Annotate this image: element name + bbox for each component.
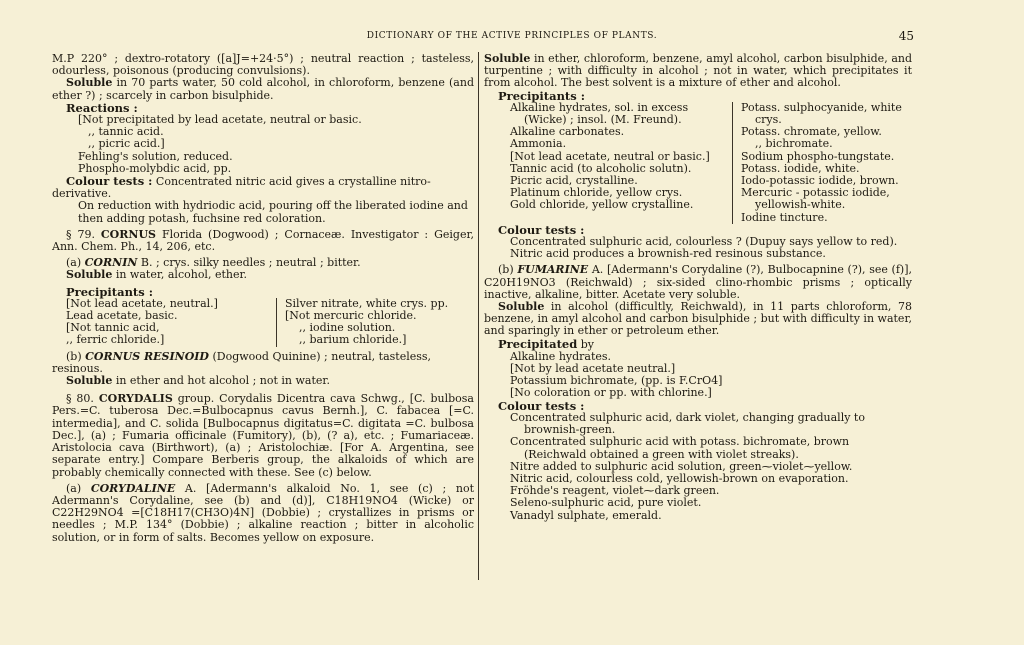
item-label: (a) <box>66 256 82 270</box>
soluble-keyword: Soluble <box>498 300 545 314</box>
mp-line: M.P 220° ; dextro-rotatory ([a]J=+24·5°) ; neutral reaction ; tasteless, odourless, poisonous (producing convulsions). <box>52 52 474 78</box>
corydaline-text: A. [Adermann's alkaloid No. 1, see (c) ; not Adermann's Corydaline, see (b) and (d)], C18H19NO4 (Wicke) or C22H29NO4 =[C18H17(CH3O)4N] (Dobbie) ; crystallizes in prisms or needles ; M.P. 134° (Dobbie) ; alkaline reaction ; bitter in alcoholic solution, or in form of salts. Becomes yellow on exposure. <box>52 481 474 544</box>
precipitant-item: ,, barium chloride.] <box>299 333 407 347</box>
precipitants-table <box>484 102 912 224</box>
precipitated-heading: Precipitated <box>498 336 578 351</box>
precipitants-table <box>52 298 474 347</box>
precipitant-item: ,, ferric chloride.] <box>66 333 165 347</box>
cornin-text: B. ; crys. silky needles ; neutral ; bitter. <box>137 256 361 270</box>
colour-test-item: Seleno-sulphuric acid, pure violet. <box>510 496 702 510</box>
cornus-heading: CORNUS <box>100 227 156 241</box>
fumarine-soluble <box>484 301 912 338</box>
left-column <box>52 53 474 544</box>
precipitant-item: Silver nitrate, white crys. pp. <box>285 296 449 310</box>
precipitant-item: Iodine tincture. <box>741 210 828 224</box>
fumarine-heading: FUMARINE <box>517 263 589 277</box>
colour-test-item: Nitric acid produces a brownish-red resinous substance. <box>510 247 826 261</box>
precipitants-col-2 <box>276 298 474 347</box>
precipitant-item: ,, iodine solution. <box>299 321 396 335</box>
colour-test-item: Fröhde's reagent, violet⁓dark green. <box>510 484 720 498</box>
colour-test-item: Nitre added to sulphuric acid solution, green⁓violet⁓yellow. <box>510 459 853 473</box>
precipitant-item: Gold chloride, yellow crystalline. <box>510 198 694 212</box>
cornus-text: Florida (Dogwood) ; Cornaceæ. Investigator : Geiger, Ann. Chem. Ph., 14, 206, etc. <box>52 227 474 254</box>
cornus-paragraph <box>52 229 474 253</box>
precipitant-item: Mercuric - potassic iodide, yellowish-white. <box>741 186 890 212</box>
page-number: 45 <box>898 29 914 43</box>
colour-test-item: On reduction with hydriodic acid, pouring off the liberated iodine and then adding potash, fuchsine red coloration. <box>78 199 468 225</box>
soluble-text: in ether and hot alcohol ; not in water. <box>112 374 330 388</box>
soluble-text: in alcohol (difficultly, Reichwald), in 11 parts chloroform, 78 benzene, in amyl alcohol and carbon bisulphide ; but with difficulty in water, and sparingly in ether or petroleum ether. <box>484 300 912 338</box>
colour-tests-heading: Colour tests : <box>498 222 585 237</box>
precipitant-item: [Not tannic acid, <box>66 321 160 335</box>
precipitant-item: Sodium phospho-tungstate. <box>741 149 895 163</box>
corydaline-heading: CORYDALINE <box>90 481 176 495</box>
colour-tests-line <box>52 175 474 200</box>
reactions-heading: Reactions : <box>66 100 138 115</box>
precipitated-item: [No coloration or pp. with chlorine.] <box>510 386 712 400</box>
precipitants-col-1 <box>66 298 264 347</box>
soluble-paragraph <box>484 53 912 90</box>
section-number: § 79. <box>66 227 95 241</box>
precipitant-item: [Not mercuric chloride. <box>285 309 417 323</box>
precipitants-col-1 <box>510 102 720 224</box>
soluble-keyword: Soluble <box>66 268 113 282</box>
precipitated-item: Potassium bichromate, (pp. is F.CrO4] <box>510 374 723 388</box>
colour-test-item: Concentrated sulphuric acid with potass. bichromate, brown (Reichwald obtained a green with violet streaks). <box>510 435 850 461</box>
precipitant-item: Lead acetate, basic. <box>66 309 178 323</box>
soluble-text: in water, alcohol, ether. <box>112 268 248 282</box>
reaction-item: Phospho-molybdic acid, pp. <box>78 161 232 175</box>
precipitated-line <box>484 338 912 351</box>
corydalis-paragraph <box>52 393 474 478</box>
colour-tests-heading: Colour tests : <box>498 398 585 413</box>
precipitant-item: Alkaline carbonates. <box>510 125 625 139</box>
precipitant-item: Tannic acid (to alcoholic solutn). <box>510 161 692 175</box>
precipitant-item: Iodo-potassic iodide, brown. <box>741 174 899 188</box>
resinoid-text: (Dogwood Quinine) ; neutral, tasteless, resinous. <box>52 349 432 375</box>
soluble-text: in ether, chloroform, benzene, amyl alcohol, carbon bisulphide, and turpentine ; with difficulty in alcohol ; not in water, which precipitates it from alcohol. The best solvent is a mixture of ether and alcohol. <box>484 52 912 90</box>
precipitants-heading: Precipitants : <box>498 88 585 103</box>
resinoid-heading: CORNUS RESINOID <box>85 349 209 363</box>
precipitant-item: ,, bichromate. <box>755 137 833 151</box>
precipitant-item: Potass. sulphocyanide, white crys. <box>741 100 902 127</box>
soluble-keyword: Soluble <box>66 76 113 90</box>
fumarine-paragraph <box>484 264 912 301</box>
section-number: § 80. <box>66 392 94 406</box>
precipitant-item: Picric acid, crystalline. <box>510 174 638 188</box>
precipitants-col-2 <box>732 102 912 224</box>
precipitant-item: [Not lead acetate, neutral.] <box>66 296 218 310</box>
corydalis-text: group. Corydalis Dicentra cava Schwg., [C. bulbosa Pers.=C. tuberosa Dec.=Bulbocapnus cavus Bernh.], C. fabacea [=C. intermedia], and C. solida [Bulbocapnus digitatus=C. digitata =C. bulbosa Dec.], (a) ; Fumaria officinale (Fumitory), (b), (? a), etc. ; Fumariaceæ. Aristolocia cava (Birthwort), (a) ; Aristolochiæ. [For A. Argentina, see separate entry.] Compare Berberis group, the alkaloids of which are probably chemically connected with these. See (c) below. <box>52 392 474 479</box>
colour-test-item: Vanadyl sulphate, emerald. <box>510 508 662 522</box>
corydalis-heading: CORYDALIS <box>98 392 173 406</box>
cornin-heading: CORNIN <box>84 256 138 270</box>
precipitants-heading: Precipitants : <box>66 284 153 299</box>
item-label: (b) <box>498 263 514 277</box>
reaction-item: ,, picric acid.] <box>88 137 165 151</box>
reaction-item: ,, tannic acid. <box>88 125 164 139</box>
soluble-paragraph <box>52 77 474 101</box>
reaction-item: [Not precipitated by lead acetate, neutral or basic. <box>78 113 362 127</box>
column-divider <box>478 52 479 580</box>
fumarine-text: A. [Adermann's Corydaline (?), Bulbocapnine (?), see (f)], C20H19NO3 (Reichwald) ; six-sided clino-rhombic prisms ; optically inactive, alkaline, bitter. Acetate very soluble. <box>484 263 912 301</box>
colour-test-item: Nitric acid, colourless cold, yellowish-brown on evaporation. <box>510 471 849 485</box>
precipitant-item: Platinum chloride, yellow crys. <box>510 186 683 200</box>
running-head: DICTIONARY OF THE ACTIVE PRINCIPLES OF PLANTS. <box>366 31 658 41</box>
reaction-item: Fehling's solution, reduced. <box>78 149 233 163</box>
precipitant-item: Potass. iodide, white. <box>741 161 860 175</box>
colour-tests-heading: Colour tests : <box>66 174 153 189</box>
precipitant-item: Ammonia. <box>510 137 567 151</box>
colour-tests-text: Concentrated nitric acid gives a crystalline nitro-derivative. <box>52 175 431 201</box>
precipitated-item: Alkaline hydrates. <box>510 349 612 363</box>
item-label: (b) <box>66 349 82 363</box>
soluble-keyword: Soluble <box>66 374 113 388</box>
colour-test-item: Concentrated sulphuric acid, colourless ? (Dupuy says yellow to red). <box>510 235 898 249</box>
precipitated-item: [Not by lead acetate neutral.] <box>510 362 676 376</box>
soluble-keyword: Soluble <box>484 52 531 65</box>
resinoid-soluble <box>52 375 474 387</box>
colour-test-item: Concentrated sulphuric acid, dark violet, changing gradually to brownish-green. <box>510 410 865 437</box>
corydaline-paragraph <box>52 483 474 544</box>
cornin-soluble <box>52 269 474 281</box>
precipitated-text: by <box>577 337 595 351</box>
right-column <box>484 53 912 522</box>
page-header <box>0 29 1024 45</box>
precipitant-item: Alkaline hydrates, sol. in excess (Wicke) ; insol. (M. Freund). <box>510 100 689 127</box>
soluble-text: in 70 parts water, 50 cold alcohol, in chloroform, benzene (and ether ?) ; scarcely in carbon bisulphide. <box>52 76 474 102</box>
precipitant-item: Potass. chromate, yellow. <box>741 125 882 139</box>
precipitant-item: [Not lead acetate, neutral or basic.] <box>510 149 710 163</box>
resinoid-paragraph <box>52 351 474 375</box>
item-label: (a) <box>66 481 82 495</box>
